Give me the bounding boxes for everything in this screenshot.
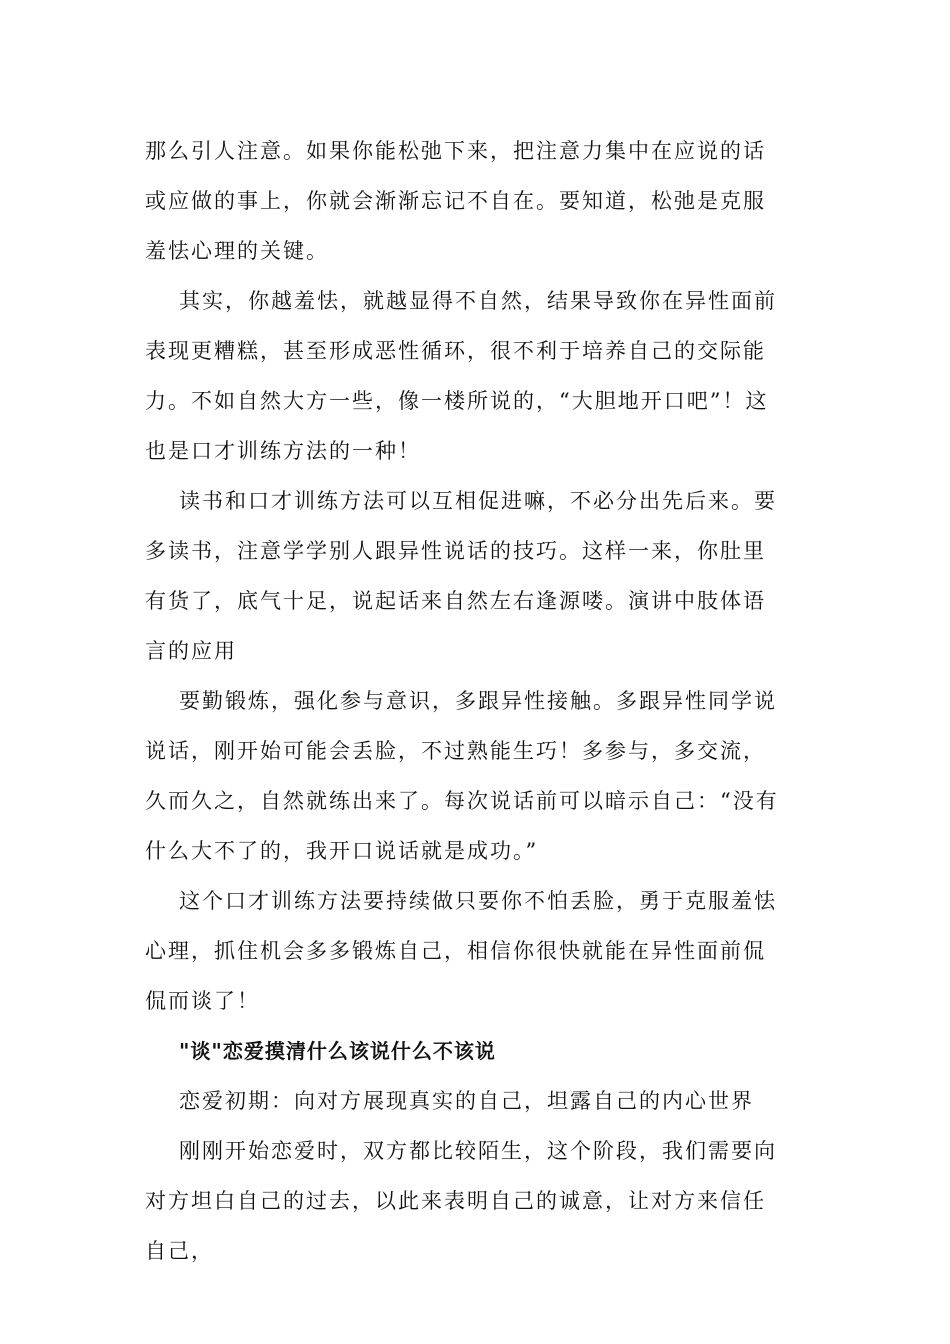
paragraph-1: 那么引人注意。如果你能松弛下来，把注意力集中在应说的话或应做的事上，你就会渐渐忘记不自在。要知道，松弛是克服羞怯心理的关键。 bbox=[145, 139, 766, 263]
paragraph-5: 这个口才训练方法要持续做只要你不怕丢脸，勇于克服羞怯心理，抓住机会多多锻炼自己，相信你很快就能在异性面前侃侃而谈了！ bbox=[145, 889, 777, 1013]
paragraph-final: 刚刚开始恋爱时，双方都比较陌生，这个阶段，我们需要向对方坦白自己的过去，以此来表明自己的诚意，让对方来信任自己， bbox=[145, 1139, 777, 1263]
document-body bbox=[145, 126, 785, 1276]
paragraph-4: 要勤锻炼，强化参与意识，多跟异性接触。多跟异性同学说说话，刚开始可能会丢脸，不过熟能生巧！多参与，多交流，久而久之，自然就练出来了。每次说话前可以暗示自己：“没有什么大不了的，我开口说话就是成功。” bbox=[145, 689, 779, 863]
paragraph-2: 其实，你越羞怯，就越显得不自然，结果导致你在异性面前表现更糟糕，甚至形成恶性循环，很不利于培养自己的交际能力。不如自然大方一些，像一楼所说的，“大胆地开口吧”！这也是口才训练方法的一种！ bbox=[145, 289, 777, 463]
section-subheading: 恋爱初期：向对方展现真实的自己，坦露自己的内心世界 bbox=[179, 1089, 754, 1113]
paragraph-3: 读书和口才训练方法可以互相促进嘛，不必分出先后来。要多读书，注意学学别人跟异性说话的技巧。这样一来，你肚里有货了，底气十足，说起话来自然左右逢源喽。演讲中肢体语言的应用 bbox=[145, 489, 777, 663]
section-heading: "谈"恋爱摸清什么该说什么不该说 bbox=[179, 1039, 496, 1063]
